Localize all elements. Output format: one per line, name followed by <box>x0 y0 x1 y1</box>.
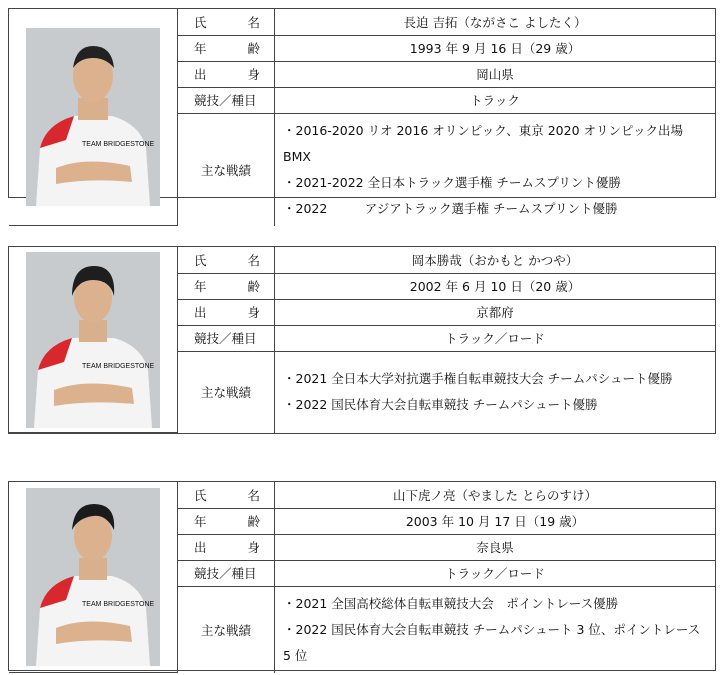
profile-card-2 <box>8 246 716 434</box>
name-value: 岡本勝哉（おかもと かつや） <box>275 247 716 273</box>
age-label: 年 齢 <box>178 273 275 299</box>
record-item: ・2016-2020 リオ 2016 オリンピック、東京 2020 オリンピック出場 BMX <box>283 122 683 164</box>
origin-label: 出 身 <box>178 534 275 560</box>
athlete-photo <box>26 252 160 428</box>
record-item: ・2021 全国高校総体自転車競技大会 ポイントレース優勝 <box>283 595 619 611</box>
event-value: トラック／ロード <box>275 325 716 351</box>
profile-card-1 <box>8 8 716 216</box>
jersey-logo-text: TEAM BRIDGESTONE <box>82 601 155 608</box>
origin-label: 出 身 <box>178 299 275 325</box>
records-value <box>275 586 716 673</box>
origin-value: 奈良県 <box>275 534 716 560</box>
age-value: 2003 年 10 月 17 日（19 歳） <box>275 508 716 534</box>
athlete-photo <box>26 488 160 666</box>
records-value <box>275 113 716 226</box>
name-label: 氏 名 <box>178 482 275 508</box>
name-value: 山下虎ノ亮（やました とらのすけ） <box>275 482 716 508</box>
records-label: 主な戦績 <box>178 586 275 673</box>
age-value: 1993 年 9 月 16 日（29 歳） <box>275 35 716 61</box>
event-label: 競技／種目 <box>178 87 275 113</box>
record-item: ・2022 アジアトラック選手権 チームスプリント優勝 <box>283 200 618 216</box>
age-label: 年 齢 <box>178 35 275 61</box>
photo-cell <box>9 9 178 226</box>
record-item: ・2021-2022 全日本トラック選手権 チームスプリント優勝 <box>283 174 621 190</box>
origin-value: 岡山県 <box>275 61 716 87</box>
name-label: 氏 名 <box>178 9 275 35</box>
event-value: トラック <box>275 87 716 113</box>
record-item: ・2021 全日本大学対抗選手権自転車競技大会 チームパシュート優勝 <box>283 371 673 386</box>
photo-cell <box>9 247 178 433</box>
records-value <box>275 351 716 433</box>
jersey-logo-text: TEAM BRIDGESTONE <box>82 362 155 370</box>
photo-cell <box>9 482 178 673</box>
origin-value: 京都府 <box>275 299 716 325</box>
jersey-logo-text: TEAM BRIDGESTONE <box>82 141 155 148</box>
age-value: 2002 年 6 月 10 日（20 歳） <box>275 273 716 299</box>
event-label: 競技／種目 <box>178 560 275 586</box>
origin-label: 出 身 <box>178 61 275 87</box>
profile-card-3 <box>8 481 716 671</box>
records-label: 主な戦績 <box>178 351 275 433</box>
event-value: トラック／ロード <box>275 560 716 586</box>
event-label: 競技／種目 <box>178 325 275 351</box>
athlete-photo <box>26 28 160 206</box>
name-value: 長迫 吉拓（ながさこ よしたく） <box>275 9 716 35</box>
age-label: 年 齢 <box>178 508 275 534</box>
record-item: ・2022 国民体育大会自転車競技 チームパシュート優勝 <box>283 397 598 412</box>
record-item: ・2022 国民体育大会自転車競技 チームパシュート 3 位、ポイントレース 5 位 <box>283 621 701 663</box>
name-label: 氏 名 <box>178 247 275 273</box>
records-label: 主な戦績 <box>178 113 275 226</box>
